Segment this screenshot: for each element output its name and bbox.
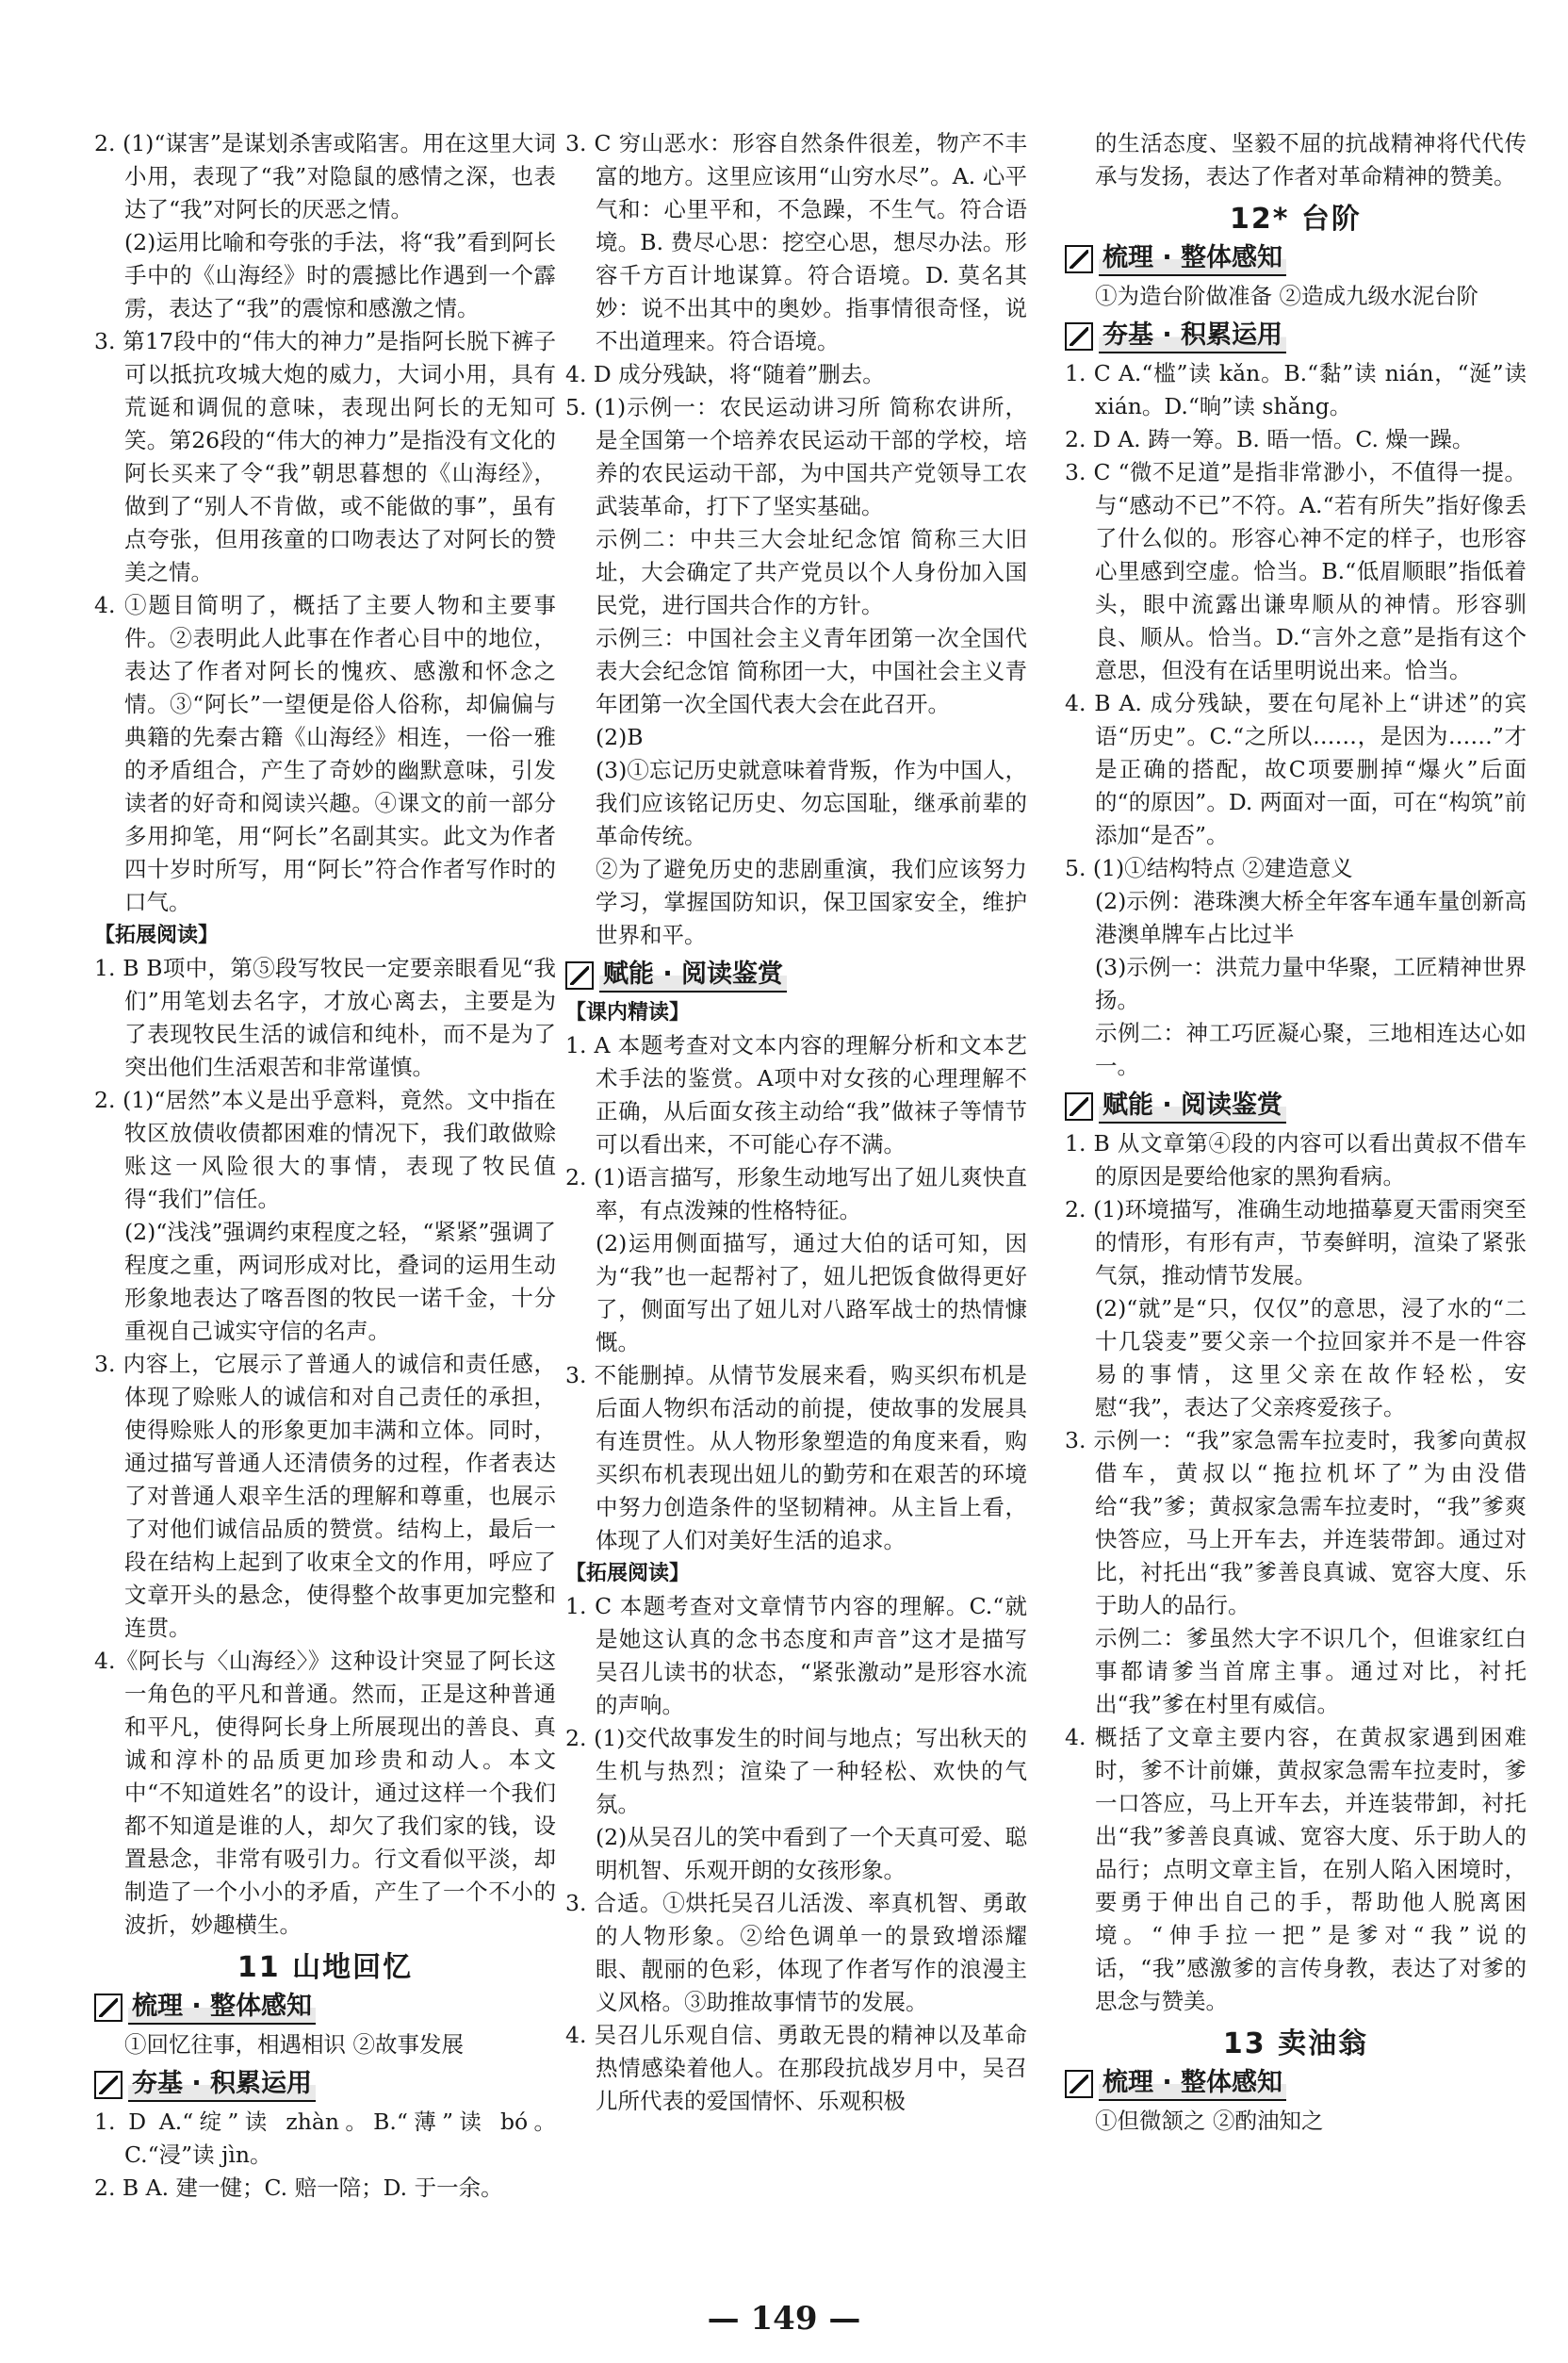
- reading-answer-2-2: (2)“就”是“只，仅仅”的意思，浸了水的“二十几袋麦”要父亲一个拉回家并不是一件容易的事情，这里父亲在故作轻松，安慰“我”，表达了父亲疼爱孩子。: [1095, 1295, 1527, 1420]
- section-icon: [565, 961, 594, 990]
- section-icon: [94, 1994, 122, 2022]
- lesson12-q1: 1. C A.“槛”读 kǎn。B.“黏”读 nián，“涎”读 xián。D.“晌”读 shǎng。: [1065, 360, 1527, 419]
- reading-answer-2-1: 2. (1)语言描写，形象生动地写出了妞儿爽快直率，有点泼辣的性格特征。: [565, 1164, 1027, 1223]
- column-right: [1065, 127, 1527, 2138]
- lesson12-q5-4: 示例二：神工巧匠凝心聚，三地相连达心如一。: [1095, 1020, 1527, 1079]
- ext-answer-2-1: 2. (1)交代故事发生的时间与地点；写出秋天的生机与热烈；渲染了一种轻松、欢快的气氛。: [565, 1725, 1027, 1817]
- lesson11-outline: ①回忆往事，相遇相识 ②故事发展: [124, 2031, 464, 2058]
- section-icon: [1065, 1092, 1093, 1121]
- lesson12-q3: 3. C “微不足道”是指非常渺小，不值得一提。与“感动不已”不符。A.“若有所失”指好像丢了什么似的。形容心神不定的样子，也形容心里感到空虚。恰当。B.“低眉顺眼”指低着头，眼中流露出谦卑顺从的神情。形容驯良、顺从。恰当。D.“言外之意”是指有这个意思，但没有在话里明说出来。恰当。: [1065, 459, 1527, 683]
- ext-answer-4: 4. 吴召儿乐观自信、勇敢无畏的精神以及革命热情感染着他人。在那段抗战岁月中，吴召儿所代表的爱国情怀、乐观积极: [565, 2022, 1027, 2114]
- lesson12-q5-3: (3)示例一：洪荒力量中华聚，工匠精神世界扬。: [1095, 954, 1527, 1013]
- lesson12-q2: 2. D A. 踌一筹。B. 晤一悟。C. 燥一躁。: [1065, 426, 1475, 452]
- answer-q5-1: 5. (1)示例一：农民运动讲习所 简称农讲所，是全国第一个培养农民运动干部的学校，培养的农民运动干部，为中国共产党领导工农武装革命，打下了坚实基础。: [565, 394, 1027, 519]
- section-icon: [94, 2071, 122, 2099]
- section-icon: [1065, 245, 1093, 273]
- section-header: 梳理 · 整体感知: [1065, 241, 1527, 276]
- answer-q5-6: ②为了避免历史的悲剧重演，我们应该努力学习，掌握国防知识，保卫国家安全，维护世界和平。: [596, 856, 1027, 948]
- reading-answer-1: 1. A 本题考查对文本内容的理解分析和文本艺术手法的鉴赏。A项中对女孩的心理理解不正确，从后面女孩主动给“我”做袜子等情节可以看出来，不可能心存不满。: [565, 1032, 1027, 1157]
- column-middle: [565, 127, 1027, 2118]
- answer-q5-5: (3)①忘记历史就意味着背叛，作为中国人，我们应该铭记历史、勿忘国耻，继承前辈的革命传统。: [596, 757, 1027, 849]
- reading-answer-1: 1. B 从文章第④段的内容可以看出黄叔不借车的原因是要给他家的黑狗看病。: [1065, 1130, 1527, 1190]
- answer-q3: 3. 第17段中的“伟大的神力”是指阿长脱下裤子可以抵抗攻城大炮的威力，大词小用，具有荒诞和调侃的意味，表现出阿长的无知可笑。第26段的“伟大的神力”是指没有文化的阿长买来了令“我”朝思暮想的《山海经》，做到了“别人不肯做，或不能做的事”，虽有点夸张，但用孩童的口吻表达了对阿长的赞美之情。: [94, 328, 556, 585]
- intensive-reading-tag: 【课内精读】: [565, 1001, 691, 1025]
- lesson-11-title: 11 山地回忆: [237, 1951, 414, 1984]
- ext-answer-2-1: 2. (1)“居然”本义是出乎意料，竟然。文中指在牧区放债收债都困难的情况下，我们敢做赊账这一风险很大的事情，表现了牧民值得“我们”信任。: [94, 1087, 556, 1212]
- lesson11-q1: 1. D A.“绽”读 zhàn。B.“薄”读 bó。C.“浸”读 jìn。: [94, 2109, 556, 2168]
- extended-reading-tag: 【拓展阅读】: [565, 1562, 691, 1585]
- ext-answer-3: 3. 合适。①烘托吴召儿活泼、率真机智、勇敢的人物形象。②给色调单一的景致增添耀眼、靓丽的色彩，体现了作者写作的浪漫主义风格。③助推故事情节的发展。: [565, 1890, 1027, 2015]
- lesson12-q4: 4. B A. 成分残缺，要在句尾补上“讲述”的宾语“历史”。C.“之所以……，是因为……”才是正确的搭配，故C项要删掉“爆火”后面的“的原因”。D. 两面对一面，可在“构筑”前添加“是否”。: [1065, 690, 1527, 848]
- extended-reading-tag: 【拓展阅读】: [94, 924, 220, 947]
- answer-q2-1: 2. (1)“谋害”是谋划杀害或陷害。用在这里大词小用，表现了“我”对隐鼠的感情之深，也表达了“我”对阿长的厌恶之情。: [94, 130, 556, 222]
- lesson12-q5-1: 5. (1)①结构特点 ②建造意义: [1065, 855, 1353, 881]
- lesson-13-title: 13 卖油翁: [1222, 2027, 1369, 2060]
- section-header: 梳理 · 整体感知: [94, 1990, 556, 2025]
- section-icon: [1065, 2070, 1093, 2098]
- section-icon: [1065, 322, 1093, 351]
- answer-q5-2: 示例二：中共三大会址纪念馆 简称三大旧址，大会确定了共产党员以个人身份加入国民党，进行国共合作的方针。: [596, 526, 1027, 618]
- lesson11-q2: 2. B A. 建一健；C. 赔一陪；D. 于一余。: [94, 2174, 503, 2201]
- answer-q3: 3. C 穷山恶水：形容自然条件很差，物产不丰富的地方。这里应该用“山穷水尽”。A. 心平气和：心里平和，不急躁，不生气。符合语境。B. 费尽心思：挖空心思，想尽办法。形容千方百计地谋算。符合语境。D. 莫名其妙：说不出其中的奥妙。指事情很奇怪，说不出道理来。符合语境。: [565, 130, 1027, 354]
- reading-answer-3-2: 示例二：爹虽然大字不识几个，但谁家红白事都请爹当首席主事。通过对比，衬托出“我”爹在村里有威信。: [1095, 1625, 1527, 1717]
- reading-answer-4: 4. 概括了文章主要内容，在黄叔家遇到困难时，爹不计前嫌，黄叔家急需车拉麦时，爹一口答应，马上开车去，并连装带卸，衬托出“我”爹善良真诚、宽容大度、乐于助人的品行；点明文章主旨，在别人陷入困境时，要勇于伸出自己的手，帮助他人脱离困境。“伸手拉一把”是爹对“我”说的话，“我”感激爹的言传身教，表达了对爹的思念与赞美。: [1065, 1724, 1527, 2014]
- reading-answer-2-1: 2. (1)环境描写，准确生动地描摹夏天雷雨突至的情形，有形有声，节奏鲜明，渲染了紧张气氛，推动情节发展。: [1065, 1196, 1527, 1288]
- ext-answer-1: 1. C 本题考查对文章情节内容的理解。C.“就是她这认真的念书态度和声音”这才是描写吴召儿读书的状态，“紧张激动”是形容水流的声响。: [565, 1593, 1027, 1718]
- column-left: [94, 127, 556, 2205]
- ext-answer-3: 3. 内容上，它展示了普通人的诚信和责任感，体现了赊账人的诚信和对自己责任的承担，使得赊账人的形象更加丰满和立体。同时，通过描写普通人还清债务的过程，作者表达了对普通人艰辛生活的理解和尊重，也展示了对他们诚信品质的赞赏。结构上，最后一段在结构上起到了收束全文的作用，呼应了文章开头的悬念，使得整个故事更加完整和连贯。: [94, 1351, 556, 1641]
- lesson13-outline: ①但微颔之 ②酌油知之: [1095, 2108, 1324, 2134]
- ext-answer-2-2: (2)“浅浅”强调约束程度之轻，“紧紧”强调了程度之重，两词形成对比，叠词的运用生动形象地表达了喀吾图的牧民一诺千金，十分重视自己诚实守信的名声。: [124, 1219, 556, 1344]
- lesson12-q5-2: (2)示例：港珠澳大桥全年客车通车量创新高 港澳单牌车占比过半: [1095, 888, 1527, 947]
- page-number: — 149 —: [707, 2300, 861, 2338]
- ext-answer-4: 4.《阿长与〈山海经〉》这种设计突显了阿长这一角色的平凡和普通。然而，正是这种普通和平凡，使得阿长身上所展现出的善良、真诚和淳朴的品质更加珍贵和动人。本文中“不知道姓名”的设计，通过这样一个我们都不知道是谁的人，却欠了我们家的钱，设置悬念，非常有吸引力。行文看似平淡，却制造了一个小小的矛盾，产生了一个不小的波折，妙趣横生。: [94, 1648, 556, 1938]
- answer-q2-2: (2)运用比喻和夸张的手法，将“我”看到阿长手中的《山海经》时的震撼比作遇到一个霹雳，表达了“我”的震惊和感激之情。: [124, 229, 556, 321]
- section-header: 赋能 · 阅读鉴赏: [1065, 1089, 1527, 1124]
- answer-q5-3: 示例三：中国社会主义青年团第一次全国代表大会纪念馆 简称团一大，中国社会主义青年团第一次全国代表大会在此召开。: [596, 625, 1027, 717]
- section-header: 夯基 · 积累运用: [94, 2067, 556, 2102]
- reading-answer-3-1: 3. 示例一：“我”家急需车拉麦时，我爹向黄叔借车，黄叔以“拖拉机坏了”为由没借给“我”爹；黄叔家急需车拉麦时，“我”爹爽快答应，马上开车去，并连装带卸。通过对比，衬托出“我”爹善良真诚、宽容大度、乐于助人的品行。: [1065, 1427, 1527, 1618]
- section-header: 赋能 · 阅读鉴赏: [565, 958, 1027, 993]
- lesson-12-title: 12* 台阶: [1230, 203, 1362, 236]
- section-header: 夯基 · 积累运用: [1065, 319, 1527, 353]
- ext-answer-1: 1. B B项中，第⑤段写牧民一定要亲眼看见“我们”用笔划去名字，才放心离去，主要是为了表现牧民生活的诚信和纯朴，而不是为了突出他们生活艰苦和非常谨慎。: [94, 955, 556, 1080]
- answer-q5-4: (2)B: [596, 724, 644, 750]
- lesson12-outline: ①为造台阶做准备 ②造成九级水泥台阶: [1095, 283, 1478, 309]
- answer-q4: 4. ①题目简明了，概括了主要人物和主要事件。②表明此人此事在作者心目中的地位，表达了作者对阿长的愧疚、感激和怀念之情。③“阿长”一望便是俗人俗称，却偏偏与典籍的先秦古籍《山海经》相连，一俗一雅的矛盾组合，产生了奇妙的幽默意味，引发读者的好奇和阅读兴趣。④课文的前一部分多用抑笔，用“阿长”名副其实。此文为作者四十岁时所写，用“阿长”符合作者写作时的口气。: [94, 592, 556, 915]
- reading-answer-2-2: (2)运用侧面描写，通过大伯的话可知，因为“我”也一起帮衬了，妞儿把饭食做得更好了，侧面写出了妞儿对八路军战士的热情慷慨。: [596, 1230, 1027, 1355]
- continued-text: 的生活态度、坚毅不屈的抗战精神将代代传承与发扬，表达了作者对革命精神的赞美。: [1095, 130, 1527, 189]
- answer-q4: 4. D 成分残缺，将“随着”删去。: [565, 361, 885, 387]
- ext-answer-2-2: (2)从吴召儿的笑中看到了一个天真可爱、聪明机智、乐观开朗的女孩形象。: [596, 1824, 1027, 1883]
- section-header: 梳理 · 整体感知: [1065, 2066, 1527, 2101]
- reading-answer-3: 3. 不能删掉。从情节发展来看，购买织布机是后面人物织布活动的前提，使故事的发展具有连贯性。从人物形象塑造的角度来看，购买织布机表现出妞儿的勤劳和在艰苦的环境中努力创造条件的坚韧精神。从主旨上看，体现了人们对美好生活的追求。: [565, 1362, 1027, 1553]
